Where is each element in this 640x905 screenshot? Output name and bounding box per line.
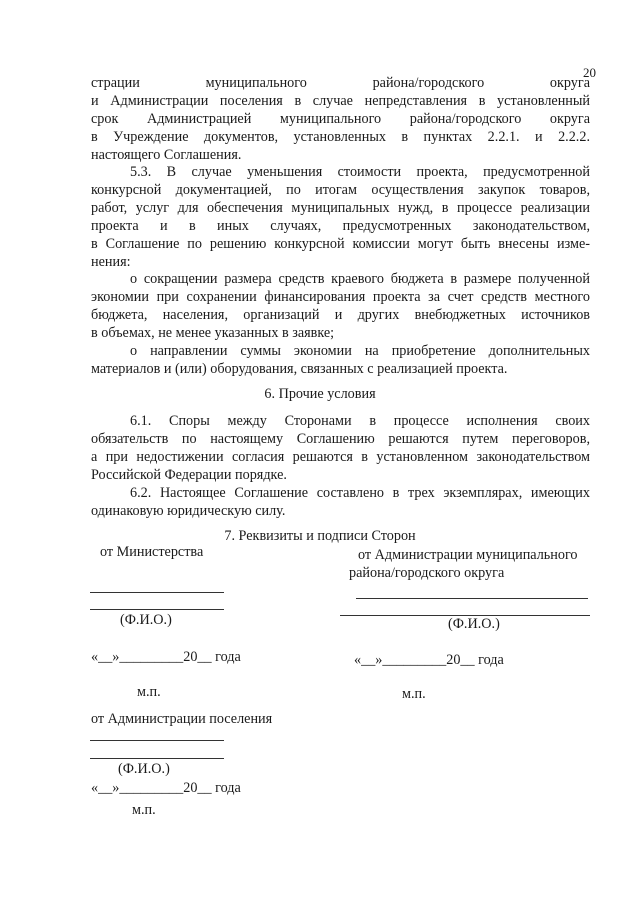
text-line: в Соглашение по решению конкурсной комиссии могут быть внесены изме-	[91, 236, 590, 252]
text-line: 6.1. Споры между Сторонами в процессе исполнения своих	[130, 413, 590, 429]
text-line: Российской Федерации порядке.	[91, 467, 287, 483]
text-line: конкурсной документацией, по итогам осуществления закупок товаров,	[91, 182, 590, 198]
text-line: 6.2. Настоящее Соглашение составлено в трех экземплярах, имеющих	[130, 485, 590, 501]
text-line: и Администрации поселения в случае непредставления в установленный	[91, 93, 590, 109]
ministry-stamp-label: м.п.	[137, 684, 161, 700]
text-line: а при недостижении согласия решаются в установленном законодательством	[91, 449, 590, 465]
section-6-title: 6. Прочие условия	[264, 386, 376, 402]
text-line: материалов и (или) оборудования, связанных с реализацией проекта.	[91, 361, 508, 377]
municipal-date: «__»_________20__ года	[354, 652, 504, 668]
municipal-fio-label: (Ф.И.О.)	[448, 616, 500, 632]
settlement-fio-label: (Ф.И.О.)	[118, 761, 170, 777]
settlement-stamp-label: м.п.	[132, 802, 156, 818]
text-line: работ, услуг для обеспечения муниципальных нужд, в процессе реализации	[91, 200, 590, 216]
signature-line	[90, 592, 224, 593]
ministry-fio-label: (Ф.И.О.)	[120, 612, 172, 628]
text-line: в Учреждение документов, установленных в пунктах 2.2.1. и 2.2.2.	[91, 129, 590, 145]
text-line: нения:	[91, 254, 131, 270]
settlement-label: от Администрации поселения	[91, 711, 273, 727]
signature-line	[90, 740, 224, 741]
signature-line	[90, 609, 224, 610]
text-line: одинаковую юридическую силу.	[91, 503, 286, 519]
text-line: настоящего Соглашения.	[91, 147, 242, 163]
signature-line	[356, 598, 588, 599]
text-line: о направлении суммы экономии на приобретение дополнительных	[130, 343, 590, 359]
text-line: проекта и в иных случаях, предусмотренных законодательством,	[91, 218, 590, 234]
municipal-label-continued: района/городского округа	[349, 565, 505, 581]
text-line: страции муниципального района/городского округа	[91, 75, 590, 91]
page-number: 20	[583, 65, 596, 80]
settlement-date: «__»_________20__ года	[91, 780, 241, 796]
text-line: экономии при сохранении финансирования проекта за счет средств местного	[91, 289, 590, 305]
text-line: срок Администрацией муниципального района/городского округа	[91, 111, 590, 127]
text-line: в объемах, не менее указанных в заявке;	[91, 325, 335, 341]
municipal-label: от Администрации муниципального	[358, 547, 578, 563]
municipal-stamp-label: м.п.	[402, 686, 426, 702]
text-line: 5.3. В случае уменьшения стоимости проекта, предусмотренной	[130, 164, 590, 180]
signature-line	[90, 758, 224, 759]
ministry-date: «__»_________20__ года	[91, 649, 241, 665]
text-line: бюджета, населения, организаций и других внебюджетных источников	[91, 307, 590, 323]
text-line: о сокращении размера средств краевого бюджета в размере полученной	[130, 271, 590, 287]
ministry-label: от Министерства	[100, 544, 204, 560]
text-line: обязательств по настоящему Соглашению решаются путем переговоров,	[91, 431, 590, 447]
section-7-title: 7. Реквизиты и подписи Сторон	[224, 528, 416, 544]
